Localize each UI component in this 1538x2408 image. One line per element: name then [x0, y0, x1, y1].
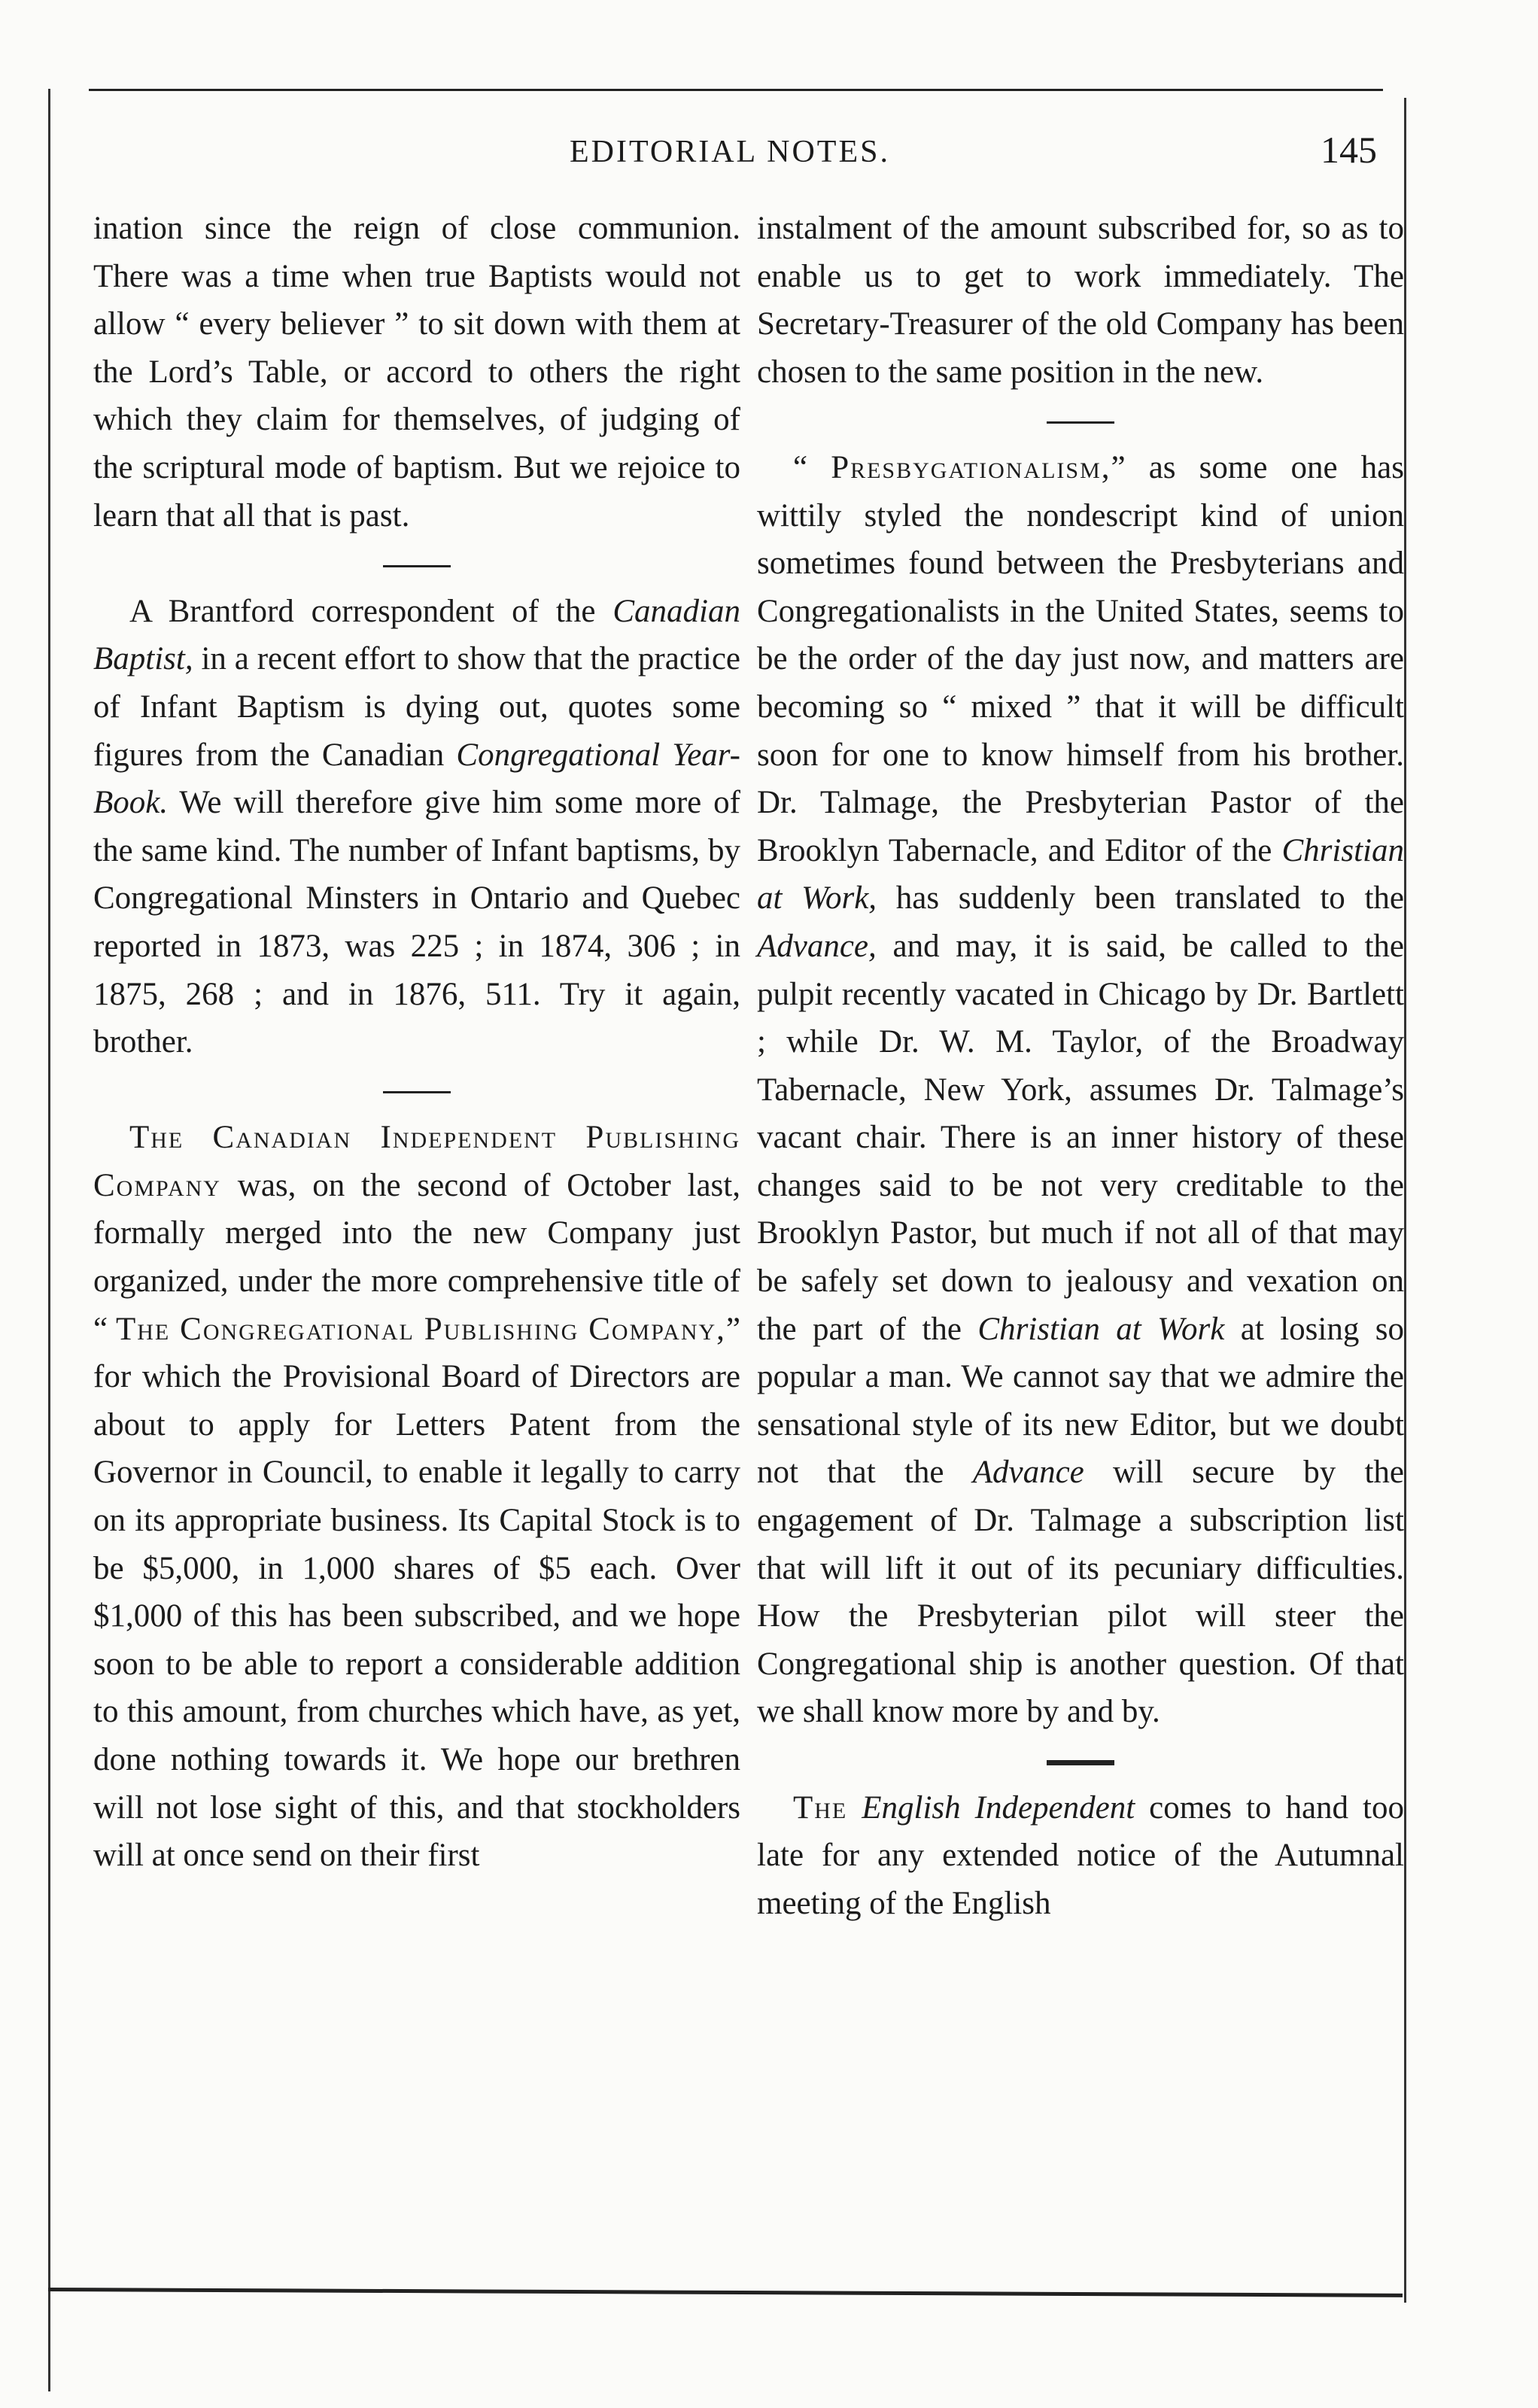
publication-title: Canadian Baptist,	[93, 593, 740, 677]
paragraph-publishing-company	[93, 1114, 740, 1880]
page-number: 145	[1321, 129, 1377, 171]
frame-top-rule	[89, 89, 1383, 91]
text-run: We will therefore give him some more of the same kind. The number of Infant baptisms, by Congregational Minsters in Ontario and Quebec reported in 1873, was 225 ; in 1874, 306 ; in 1875, 268 ; and in 1876, 511. Try it again, brother.	[93, 785, 740, 1060]
text-run: comes to hand too late for any extended notice of the Autumnal meeting of the English	[757, 1789, 1404, 1921]
text-run: and may, it is said, be called to the pulpit recently vacated in Chicago by Dr. Bartlett ; while Dr. W. M. Taylor, of the Broadway Tabernacle, New York, assumes Dr. Talmage’s vacant chair. There is an inner history of these changes said to be not very creditable to the Brooklyn Pastor, but much if not all of that may be safely set down to jealousy and vexation on the part of the	[757, 928, 1404, 1347]
paragraph-presbygationalism	[757, 444, 1404, 1736]
section-divider	[93, 1066, 740, 1114]
publication-title: Christian at Work,	[757, 832, 1404, 917]
section-divider	[757, 1736, 1404, 1784]
text-run	[847, 1790, 862, 1826]
frame-right-rule	[1404, 98, 1406, 2303]
publication-title: Advance,	[757, 928, 877, 964]
paragraph-close-communion: ination since the reign of close communion. There was a time when true Baptists would not allow “ every believer ” to sit down with them at the Lord’s Table, or accord to others the right which they claim for themselves, of judging of the scriptural mode of baptism. But we rejoice to learn that all that is past.	[93, 211, 740, 534]
company-name: The Congregational Publishing Company,	[116, 1311, 726, 1347]
paragraph-english-independent	[757, 1784, 1404, 1928]
text-run: at losing so popular a man. We cannot say that we admire the sensational style of its new Editor, but we doubt not that the	[757, 1311, 1404, 1491]
text-run: “	[793, 449, 831, 485]
text-run: will secure by the engagement of Dr. Talmage a subscription list that will lift it out of its pecuniary difficulties. How the Presbyterian pilot will steer the Congregational ship is another question. Of that we shall know more by and by.	[757, 1455, 1404, 1730]
publication-title: English Independent	[862, 1789, 1135, 1826]
text-run: ” as some one has wittily styled the nondescript kind of union sometimes found between the Presbyterians and Congregationalists in the United States, seems to be the order of the day just now, and matters are becoming so “ mixed ” that it will be difficult soon for one to know himself from his brother. Dr. Talmage, the Presbyterian Pastor of the Brooklyn Tabernacle, and Editor of the	[757, 449, 1404, 868]
coined-term: Presbygationalism,	[831, 449, 1111, 485]
paragraph-brantford	[93, 588, 740, 1066]
left-column	[93, 205, 740, 1880]
running-title: EDITORIAL NOTES.	[570, 135, 890, 169]
text-run: has suddenly been translated to the	[877, 880, 1404, 917]
publication-title: Christian at Work	[977, 1311, 1225, 1347]
frame-bottom-rule	[48, 2288, 1403, 2297]
section-divider	[757, 396, 1404, 444]
lead-word: The	[793, 1789, 848, 1826]
page-header	[75, 128, 1385, 181]
section-divider	[93, 540, 740, 588]
text-run: A Brantford correspondent of the	[129, 593, 613, 629]
text-run: ” for which the Provisional Board of Directors are about to apply for Letters Patent from the Governor in Council, to enable it legally to carry on its appropriate business. Its Capital Stock is to be $5,000, in 1,000 shares of $5 each. Over $1,000 of this has been subscribed, and we hope soon to be able to report a considerable addition to this amount, from churches which have, as yet, done nothing towards it. We hope our brethren will not lose sight of this, and that stockholders will at once send on their first	[93, 1311, 740, 1874]
text-run: in a recent effort to show that the practice of Infant Baptism is dying out, quotes some figures from the Canadian	[93, 641, 740, 773]
text-run: was, on the second of October last, formally merged into the new Company just organized, under the more comprehensive title of “	[93, 1167, 740, 1347]
paragraph-instalment: instalment of the amount subscribed for, so as to enable us to get to work immediately. The Secretary-Treasurer of the old Company has been chosen to the same position in the new.	[757, 211, 1404, 390]
publication-title: Advance	[972, 1455, 1084, 1491]
frame-left-rule	[48, 89, 50, 2391]
publication-title: Congregational Year-Book.	[93, 737, 740, 821]
company-name: The Canadian Independent Publishing Company	[93, 1120, 740, 1203]
right-column	[757, 205, 1404, 1927]
